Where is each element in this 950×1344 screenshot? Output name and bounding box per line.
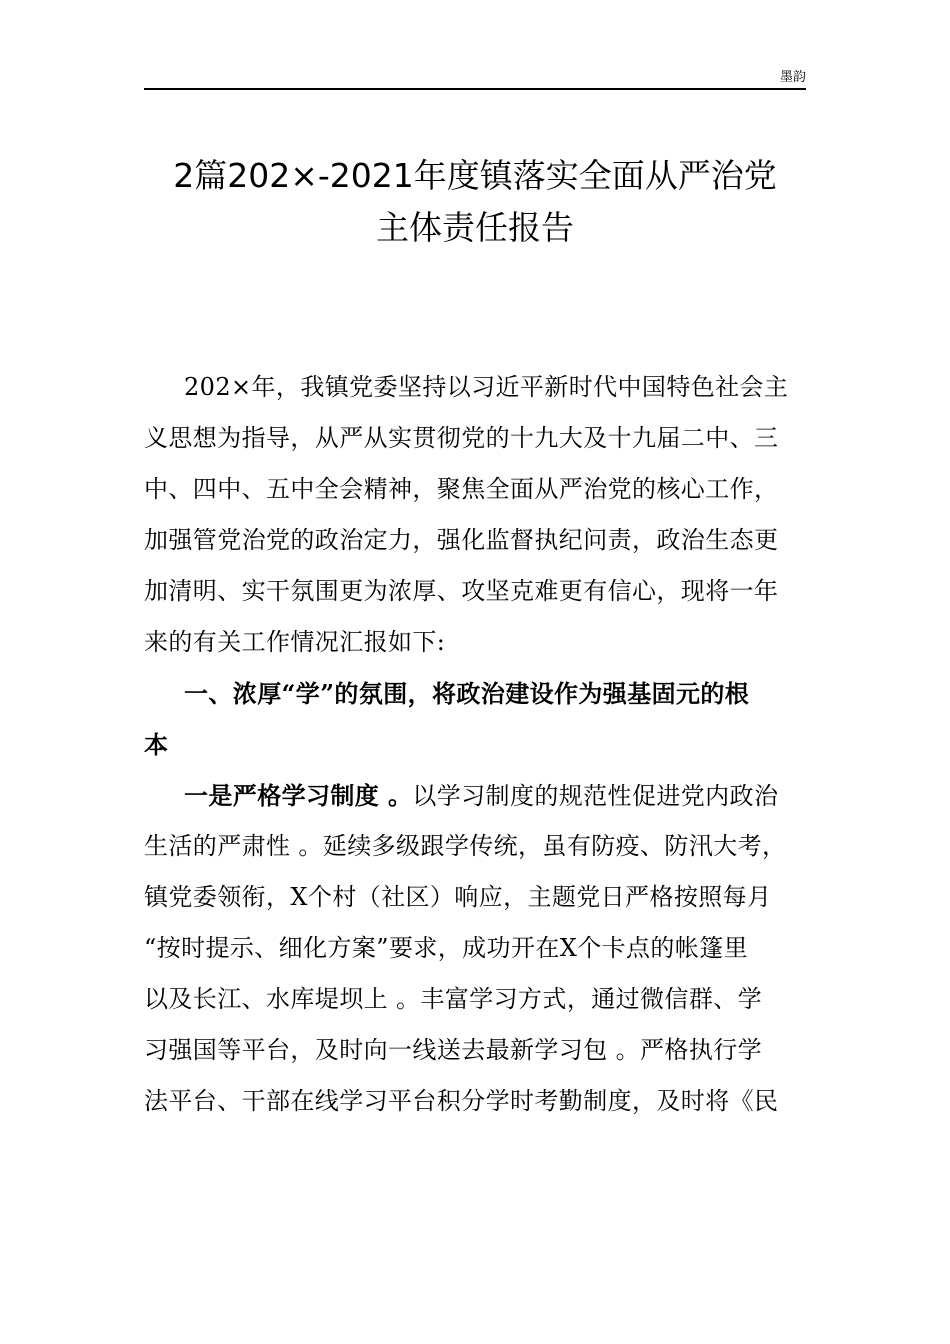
intro-line: 中、四中、五中全会精神，聚焦全面从严治党的核心工作， — [144, 475, 779, 503]
point-line: 镇党委领衔，X个村（社区）响应，主题党日严格按照每月 — [144, 883, 772, 911]
header-brand: 墨韵 — [779, 70, 806, 85]
point-line: 生活的严肃性 。延续多级跟学传统，虽有防疫、防汛大考， — [144, 832, 787, 860]
point-line: 法平台、干部在线学习平台积分学时考勤制度，及时将《民 — [144, 1087, 779, 1115]
title-line-2: 主体责任报告 — [376, 208, 574, 247]
intro-line: 202×年，我镇党委坚持以习近平新时代中国特色社会主 — [184, 373, 789, 401]
intro-line: 加强管党治党的政治定力，强化监督执纪问责，政治生态更 — [144, 526, 779, 554]
point-first-line — [144, 770, 806, 821]
section-heading-line: 一、浓厚“学”的氛围，将政治建设作为强基固元的根 — [184, 679, 750, 708]
title-line-1: 2篇202×-2021年度镇落实全面从严治党 — [173, 156, 777, 195]
document-body — [144, 362, 806, 1127]
header-divider — [144, 88, 806, 90]
intro-paragraph — [144, 362, 806, 668]
point-lead: 一是严格学习制度 。 — [184, 781, 413, 810]
point-line: 以及长江、水库堤坝上 。丰富学习方式，通过微信群、学 — [144, 985, 763, 1013]
intro-line: 义思想为指导，从严从实贯彻党的十九大及十九届二中、三 — [144, 424, 779, 452]
point-line: “按时提示、细化方案”要求，成功开在X个卡点的帐篷里 — [144, 934, 749, 962]
document-title — [144, 150, 806, 254]
intro-line: 来的有关工作情况汇报如下: — [144, 628, 446, 656]
point-first-line-text: 以学习制度的规范性促进党内政治 — [412, 782, 779, 810]
section-heading — [144, 668, 806, 770]
section-heading-line: 本 — [144, 730, 169, 759]
point-paragraph — [144, 770, 806, 1127]
point-line: 习强国等平台，及时向一线送去最新学习包 。严格执行学 — [144, 1036, 763, 1064]
intro-line: 加清明、实干氛围更为浓厚、攻坚克难更有信心，现将一年 — [144, 577, 779, 605]
